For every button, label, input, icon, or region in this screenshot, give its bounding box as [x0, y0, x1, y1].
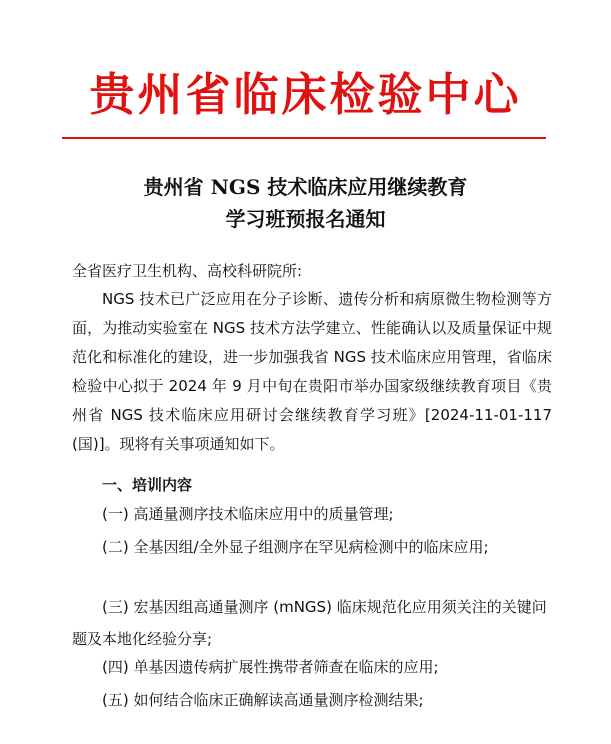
- list-item: (二) 全基因组/全外显子组测序在罕见病检测中的临床应用;: [102, 538, 489, 556]
- section-heading-training-content: 一、培训内容: [102, 476, 193, 494]
- document-title-line-2: 学习班预报名通知: [225, 207, 386, 231]
- list-item: (五) 如何结合临床正确解读高通量测序检测结果;: [102, 691, 424, 709]
- salutation: 全省医疗卫生机构、高校科研院所:: [72, 262, 303, 280]
- document-title-line-1: 贵州省 NGS 技术临床应用继续教育: [143, 175, 468, 199]
- intro-paragraph: NGS 技术已广泛应用在分子诊断、遗传分析和病原微生物检测等方面，为推动实验室在 NGS 技术方法学建立、性能确认以及质量保证中规范化和标准化的建设，进一步加强我省 NGS 技术临床应用管理，省临床检验中心拟于 2024 年 9 月中旬在贵阳市举办国家级继续教育项目《贵州省 NGS 技术临床应用研讨会继续教育学习班》[2024-11-01-117 (国)]。现将有关事项通知如下。: [72, 290, 552, 453]
- letterhead-organization: 贵州省临床检验中心: [89, 68, 522, 121]
- list-item: (一) 高通量测序技术临床应用中的质量管理;: [102, 505, 394, 523]
- letterhead-divider: [62, 137, 546, 139]
- list-item: (三) 宏基因组高通量测序 (mNGS) 临床规范化应用须关注的关键问题及本地化经验分享;: [72, 598, 547, 648]
- list-item: (四) 单基因遗传病扩展性携带者筛查在临床的应用;: [102, 658, 439, 676]
